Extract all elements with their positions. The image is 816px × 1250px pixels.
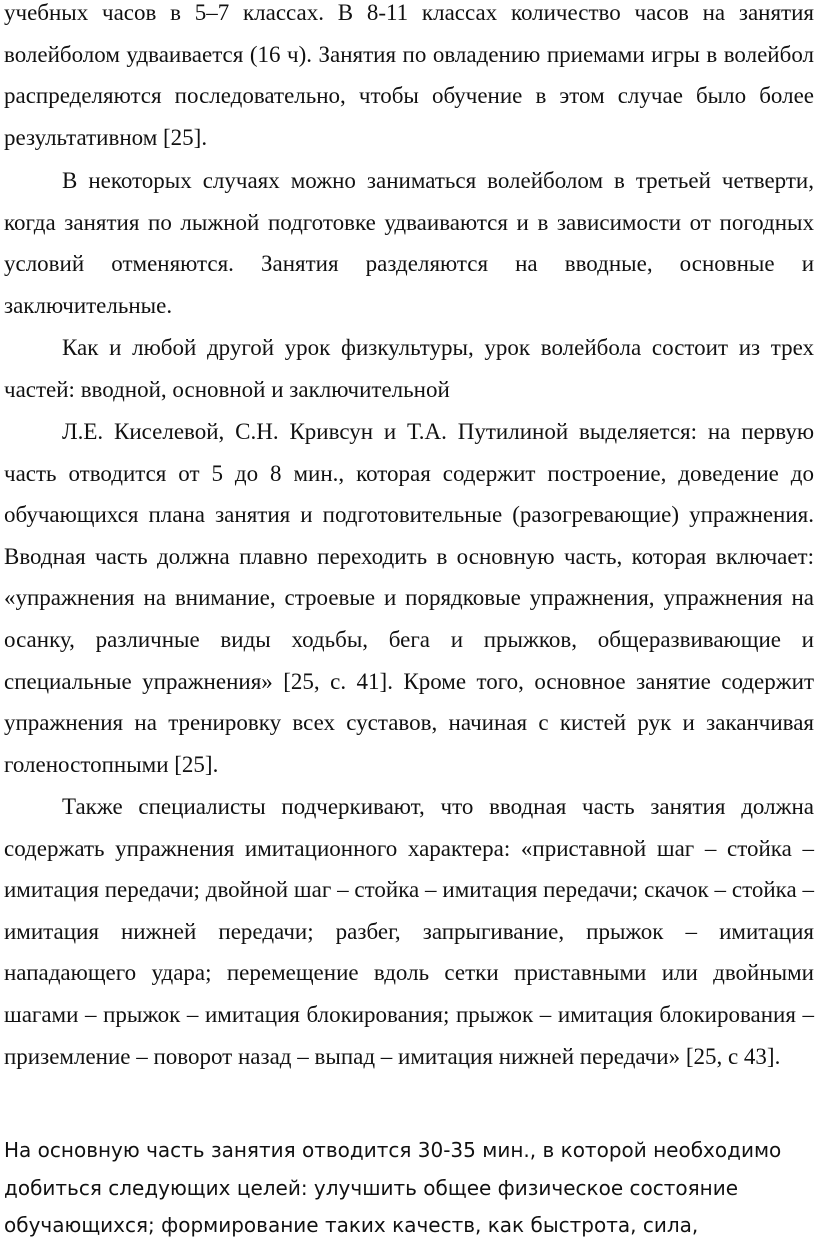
paragraph-volleyball-third-quarter: В некоторых случаях можно заниматься волейболом в третьей четверти, когда занятия по лыжной подготовке удваиваются и в зависимости от погодных условий отменяются. Занятия разделяются на вводные, основные и заключительные. [4, 168, 814, 318]
paragraph-continuation: учебных часов в 5–7 классах. В 8-11 классах количество часов на занятия волейболом удваивается (16 ч). Занятия по овладению приемами игры в волейбол распределяются последовательно, чтобы обучение в этом случае было более результативном [25]. [4, 0, 814, 150]
paragraph-imitation-exercises: Также специалисты подчеркивают, что вводная часть занятия должна содержать упражнения имитационного характера: «приставной шаг – стойка – имитация передачи; двойной шаг – стойка – имитация передачи; скачок – стойка – имитация нижней передачи; разбег, запрыгивание, прыжок – имитация нападающего удара; перемещение вдоль сетки приставными или двойными шагами – прыжок – имитация блокирования; прыжок – имитация блокирования – приземление – поворот назад – выпад – имитация нижней передачи» [25, с 43]. [4, 794, 814, 1069]
text-line: обучающихся; формирование таких качеств, как быстрота, сила, [4, 1213, 699, 1237]
paragraph-main-part [4, 1132, 808, 1245]
text-line: На основную часть занятия отводится 30-35 мин., в которой необходимо [4, 1138, 782, 1162]
text-line: добиться следующих целей: улучшить общее физическое состояние [4, 1175, 739, 1200]
paragraph-lesson-parts: Как и любой другой урок физкультуры, урок волейбола состоит из трех частей: вводной, основной и заключительной [4, 335, 814, 402]
paragraph-introductory-part: Л.Е. Киселевой, С.Н. Кривсун и Т.А. Путилиной выделяется: на первую часть отводится от 5 до 8 мин., которая содержит построение, доведение до обучающихся плана занятия и подготовительные (разогревающие) упражнения. Вводная часть должна плавно переходить в основную часть, которая включает: «упражнения на внимание, строевые и порядковые упражнения, упражнения на осанку, различные виды ходьбы, бега и прыжков, общеразвивающие и специальные упражнения» [25, с. 41]. Кроме того, основное занятие содержит упражнения на тренировку всех суставов, начиная с кистей рук и заканчивая голеностопными [25]. [4, 419, 814, 777]
